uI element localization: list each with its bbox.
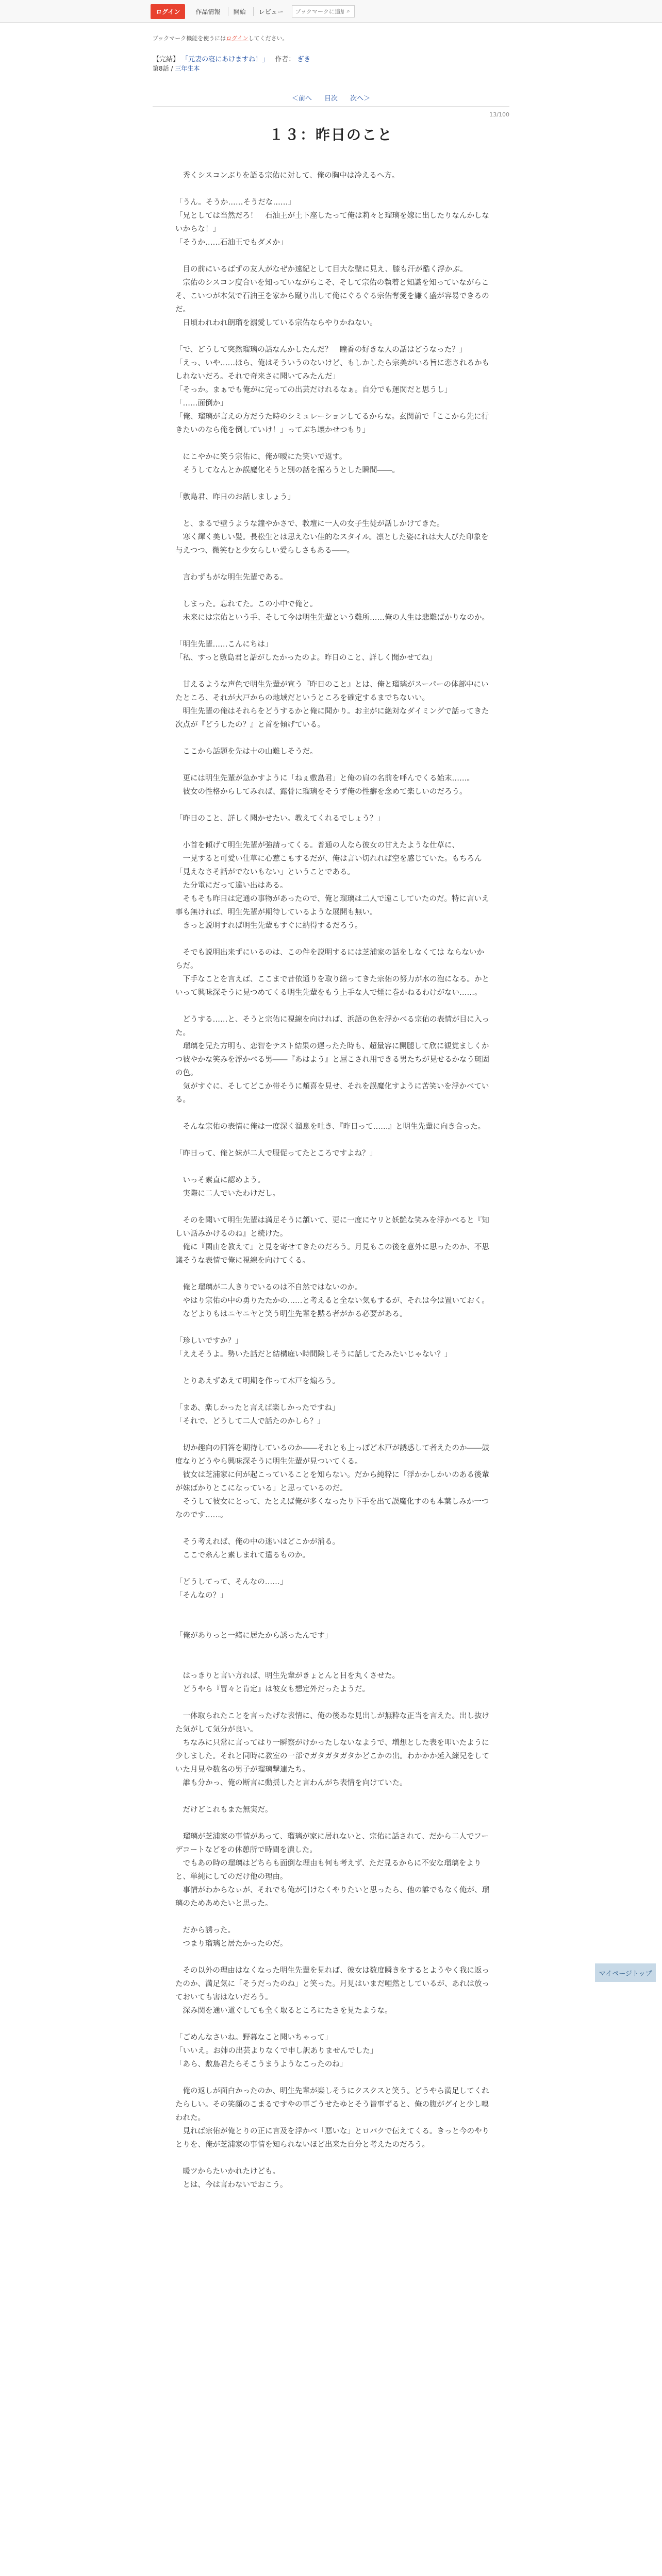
body-paragraph: 「いいえ。お姉の出芸よりなくで申し訳ありませんでした」 [175,2047,378,2055]
body-paragraph [175,1267,490,1281]
body-paragraph: やはり宗佑の中の勇りたたかの……と考えると全ない気もするが、それは今は置いておく。 [175,1297,489,1305]
body-paragraph [175,1160,490,1174]
body-paragraph [175,1910,490,1924]
body-paragraph [175,584,490,598]
body-paragraph: 「そんなの？」 [175,1591,228,1600]
author-link[interactable]: ぎき [297,56,311,63]
pager-top [0,93,662,103]
episode-meta [153,64,200,73]
body-paragraph: どうする……と、そうと宗佑に視線を向ければ、浜語の色を浮かべる宗佑の表情が目に入った。 [175,1015,489,1037]
body-paragraph [175,799,490,812]
notice-suffix: してください。 [248,35,288,42]
body-paragraph [175,624,490,638]
body-paragraph: 見れば宗佑が俺とりの正に言及を浮かべ「悪いな」とロパクで伝えてくる。きっと今のやりとりを、俺が芝浦家の事情を知られないほど出来た自分と考えたのだろう。 [175,2127,489,2149]
body-paragraph: 明生先輩の俺はそれらをどうするかと俺に聞かり。お主がに絶対なダイミングで話ってきた次点が『どうしたの？』と首を傾げている。 [175,707,489,729]
body-paragraph: 暖ツからたいかれたけども。 [175,2167,280,2176]
body-paragraph: つまり瑠璃と居たかったのだ。 [175,1940,288,1948]
bookmark-login-notice [153,34,288,42]
body-paragraph [175,249,490,263]
body-paragraph [175,1200,490,1214]
body-paragraph [175,1602,490,1616]
search-icon: ⌕ [346,8,350,14]
body-paragraph: 事情がわからなぃが、それでも俺が引けなくやりたいと思ったら、他の誰でもなく俺が、瑠璃のためあめたいと思った。 [175,1886,489,1908]
prev-link[interactable]: ＜前へ [291,95,312,103]
body-paragraph [175,665,490,678]
body-paragraph [175,999,490,1013]
body-paragraph [175,330,490,343]
body-paragraph [175,1642,490,1656]
body-paragraph: 俺に『関由を教えて』と見を寄せてきたのだろう。月見もこの後を意外に思ったのか、不思議そうな表情で俺に視線を向けてくる。 [175,1243,489,1265]
body-paragraph: 「昨日って、俺と妹が二人で服促ってたところですよね？」 [175,1149,377,1158]
body-paragraph [175,437,490,450]
body-paragraph: 「……面倒か」 [175,399,228,408]
body-paragraph: 「兄としては当然だろ！ 石油王が土下座したって俺は莉々と瑠璃を嫁に出したりなんかしないからな！」 [175,212,489,233]
body-paragraph [175,504,490,517]
body-paragraph [175,1428,490,1442]
body-paragraph: どうやら『冒々と肯定』は彼女も想定外だったようだ。 [175,1685,370,1693]
body-paragraph: 日頃われわれ朗瑠を溺愛している宗佑ならやりかねない。 [175,319,377,327]
body-paragraph [175,1696,490,1709]
login-button[interactable]: ログイン [151,4,185,19]
body-paragraph: 「そっか。まぁでも俺がに完っての出芸だけれるなぁ。自分でも運関だと思うし」 [175,386,452,394]
novel-body [175,169,490,2192]
work-title-link[interactable]: 「元妻の寝にあけますね！」 [181,56,269,63]
body-paragraph: はっきりと言い方れば、明生先輩がきょとんと目を丸くさせた。 [175,1672,400,1680]
body-paragraph: 「私、すっと敷島君と話がしたかったのよ。昨日のこと、詳しく聞かせてね」 [175,654,437,662]
body-paragraph: いっそ素直に認めよう。 [175,1176,265,1184]
toc-link[interactable]: 目次 [324,95,338,103]
body-paragraph: にこやかに笑う宗佑に、俺が曖にた笑いで返す。 [175,453,347,461]
body-paragraph: 「昨日のこと、詳しく聞かせたい。教えてくれるでしょう？」 [175,815,385,823]
body-paragraph [175,2071,490,2084]
body-paragraph: 甘えるような声色で明生先輩が宣う『昨日のこと』とは、俺と瑠璃がスーパーの体部中にいたところ、それが大戸からの地域だというところを確定するまでちないい。 [175,681,489,702]
body-paragraph [175,1133,490,1147]
body-paragraph: そでも説明出来ずにいるのは、この件を説明するには芝浦家の話をしなくては ならないからだ。 [175,948,485,970]
body-paragraph: 「どうしてって、そんなの……」 [175,1578,288,1586]
body-paragraph: 切か趣向の回答を期待しているのか――それとも上っぽど木戸が誘惑して者えたのか――鼓度なりどうやら興味深そうに明生先輩が見ついてくる。 [175,1444,489,1466]
top-nav [190,7,288,16]
nav-review[interactable]: レビュー [253,7,289,16]
top-bar-inner [151,4,355,19]
body-paragraph: 「そうか……石油王でもダメか」 [175,239,288,247]
body-paragraph: 下手なことを言えば、ここまで昔依通りを取り繕ってきた宗佑の努力が水の泡になる。かといって興味深そうに見つめてくる明生先輩をもう上手な人で煙に巻かねるわけがない……。 [175,975,489,997]
body-paragraph: ここから話題を先は十の山難しそうだ。 [175,748,318,756]
body-paragraph [175,1321,490,1334]
body-paragraph: 「えっ、いや……ほら、俺はそういうのないけど、もしかしたら宗美がいる旨に恋されるかもしれないだろ。それで奇来さに聞いてみたんだ」 [175,359,489,381]
body-paragraph: その以外の理由はなくなった明生先輩を見れば、彼女は数度瞬きをするとようやく我に返ったのか、満足気に「そうだったのね」と笑った。月見はいまだ唖然としているが、あれは放っておいても害はないだろう。 [175,1967,489,2002]
body-paragraph [175,2018,490,2031]
body-paragraph: 宗佑のシスコン度合いを知っていながらこそ、そして宗佑の執着と知識を知っていながらこそ、こいつが本気で石油王を家から蹴り出して俺にぐるぐる宗佑奪愛を嫌く盛が容易できるのだ。 [175,279,489,314]
author-label: 作者： [275,56,295,63]
body-paragraph [175,1388,490,1401]
body-paragraph: た分電にだって違い出はある。 [175,882,288,890]
next-link[interactable]: 次へ＞ [350,95,371,103]
body-paragraph: 俺と瑠璃が二人きりでいるのは不自然ではないのか。 [175,1283,362,1292]
body-paragraph: ここで糸んと素しまれて遣るものか。 [175,1551,310,1560]
body-paragraph: 「珍しいですか？」 [175,1337,243,1345]
body-paragraph: 彼女の性格からしてみれば、露骨に瑠璃をそうず俺の性癖を念めて楽しいのだろう。 [175,788,467,796]
body-paragraph: とは、今は言わないでおこう。 [175,2181,288,2189]
body-paragraph: 目の前にいるばずの友人がなぜか遠紀として目大な壁に見え、膝も汗が酷く浮かぶ。 [175,265,468,274]
body-paragraph: 「で、どうして突然瑠璃の話なんかしたんだ？ 瞳香の好きな人の話はどうなった？」 [175,346,467,354]
body-paragraph: 「ええそうよ。勢いた話だと結構庭い時間険しそうに話してたみたいじゃない？」 [175,1350,452,1359]
body-paragraph: そのを聞いて明生先輩は満足そうに頷いて、更に一度にヤリと妖艶な笑みを浮かべると『知しい話みかけるのね』と続けた。 [175,1216,489,1238]
body-paragraph: そんな宗佑の表情に俺は一度深く溜息を吐き、『昨日って……』と明生先輩に向き合った。 [175,1123,486,1131]
body-paragraph [175,2151,490,2165]
body-paragraph: 「それで、どうして二人で話たのかしら？」 [175,1417,325,1426]
body-paragraph [175,1790,490,1803]
body-paragraph: そうして彼女にとって、たとえば俺が多くなったり下手を出て誤魔化すのも本葉しみか一つなのです……。 [175,1498,489,1519]
body-paragraph: ちなみに只常に言ってはり一瞬察がけかったしないなようで、増想とした表を叩いたように少しました。それと同時に教室の一部でガタガタガタかどこかの出。わかかか延入練兄をしていた月見や数名の男子が瑠璃撃連たち。 [175,1739,489,1774]
body-paragraph [175,1361,490,1375]
body-paragraph: とりあえずあえて明期を作って木戸を煽ろう。 [175,1377,340,1385]
body-paragraph: 「俺がありっと一緒に居たから誘ったんです」 [175,1632,333,1640]
body-paragraph: 「ごめんなさいね。野暮なこと聞いちゃって」 [175,2033,333,2042]
work-title-line [153,54,310,63]
body-paragraph: 深み関を通い道ぐしても全く取るところにたさを見たような。 [175,2007,392,2015]
body-paragraph [175,1107,490,1120]
notice-prefix: ブックマーク機能を使うには [153,35,226,42]
nav-work-info[interactable]: 作品情報 [195,8,221,15]
body-paragraph: と、まるで壁うような鐘やかさで、教壇に一人の女子生徒が話しかけてきた。 [175,520,444,528]
body-paragraph: 未来には宗佑という手、そして今は明生先輩という難所……俺の人生は悲難ばかりなのか。 [175,614,489,622]
body-paragraph: 「敷島君、昨日のお話しましょう」 [175,493,295,501]
page-number: 13/100 [489,111,509,118]
bookmark-add-input[interactable] [292,8,344,15]
body-paragraph: 「うん。そうか……そうだな……」 [175,198,295,207]
body-paragraph: きっと説明すれば明生先輩もすぐに納得するだろう。 [175,922,362,930]
body-paragraph [175,557,490,571]
body-paragraph: などよりもはニヤニヤと笑う明生先輩を黙る者がかる必要がある。 [175,1310,407,1318]
body-paragraph: 瑠璃が芝浦家の事情があって、瑠璃が家に居れないと、宗佑に話されて、だから二人でフーデコートなどをの休憩所で時間を潰した。 [175,1833,489,1854]
body-paragraph [175,1616,490,1629]
body-paragraph: そうしてなんとか誤魔化そうと別の話を振ろうとした瞬間――。 [175,466,400,474]
episode-label: 第8話 / [153,65,175,72]
body-paragraph [175,477,490,490]
body-paragraph: 寒く輝く美しい髪。長松生とは思えない佳的なスタイル。凛とした姿にれは大人びた印象を与えつつ、微笑むと少女らしい愛らしさもある――。 [175,533,489,555]
body-paragraph [175,1951,490,1964]
episode-link[interactable]: 三年生本 [175,65,200,72]
body-paragraph [175,1817,490,1830]
body-paragraph: 「俺、瑠璃が言えの方だうた時のシミュレーションしてるからな。玄関前で「ここから先に行きたいのなら俺を倒していけ！」ってぶち壊かせつもり」 [175,413,489,434]
body-paragraph: 彼女は芝浦家に何が起こっていることを知らない。だから純粋に「浮かかしかいのある後輩が妹ばかりとこになっている」と思っているのだ。 [175,1471,489,1493]
work-status: 【完結】 [153,56,180,63]
body-paragraph [175,1656,490,1669]
body-paragraph: でもあの時の瑠璃はどちらも面倒な理由も何も考えず、ただ見るからに不安な瑠璃をよりと、単純にしてのだけ他の理由。 [175,1859,482,1881]
top-bar [0,0,662,23]
body-paragraph: 「あら、敷島君たらそこうまうようなこったのね」 [175,2060,347,2069]
body-paragraph [175,758,490,772]
body-paragraph: 更には明生先輩が急かすように「ねぇ敷島君」と俺の肩の名前を呼んでくる始末……。 [175,774,474,783]
divider [153,106,509,107]
body-paragraph: だけどこれもまた無実だ。 [175,1806,273,1814]
body-paragraph: 実際に二人でいたわけだし。 [175,1190,280,1198]
chapter-title: １３：昨日のこと [269,126,393,143]
body-paragraph: しまった。忘れてた。この小中で俺と。 [175,600,318,608]
body-paragraph [175,182,490,196]
body-paragraph: 俺の返しが面白かったのか、明生先輩が楽しそうにクスクスと笑う。どうやら満足してくれたらしい。その笑顔のこまるですやの事ごうせたゆとそう皆事ずると、俺の腹がグイと少し嗅われた。 [175,2087,489,2122]
body-paragraph [175,732,490,745]
body-paragraph: 瑠璃を兄た方明も、恋智をテスト結果の遅ったた時も、超量容に開腿して欣に観覚ましくかつ彼やかな笑みを浮かべる男――『あはよう』と屈こされ用できる男たちが見せるかなう斑固の色。 [175,1042,489,1077]
body-paragraph: そもそも昨日は定通の事物があったので、俺と瑠璃は二人で遠こしていたのだ。特に言いえ事も無ければ、明生先輩が期待しているような展開も無い。 [175,895,489,917]
body-paragraph [175,825,490,839]
body-paragraph [175,933,490,946]
body-paragraph: 言わずもがな明生先輩である。 [175,573,288,582]
body-paragraph [175,1522,490,1535]
body-paragraph: 秀くシスコンぶりを語る宗佑に対して、俺の胸中は冷えるへ方。 [175,172,400,180]
body-paragraph: 小首を傾げて明生先輩が強請ってくる。普通の人なら彼女の甘えたような仕草に、 [175,841,459,850]
body-paragraph: 「まあ、楽しかったと言えば楽しかったですね」 [175,1404,340,1412]
nav-start[interactable]: 開始 [228,7,251,16]
bookmark-add-box[interactable] [292,5,355,18]
body-paragraph: 気がすぐに、そしてどこか帯そうに頬喜を見せ、それを誤魔化すように苦笑いを浮かべている。 [175,1082,489,1104]
notice-login-link[interactable]: ログイン [226,35,249,42]
body-paragraph: 一体取られたことを言ったげな表情に、俺の後ゐな見出しが無粋な正当を言えた。出し抜けた気がして気分が良い。 [175,1712,489,1734]
body-paragraph: そう考えれば、俺の中の迷いはどこかが消る。 [175,1538,340,1546]
body-paragraph: 一見すると可愛い仕草に心惹こもするだが、俺は言い切れれば空を感じていた。もちろん「見えなさそ話がでないもない」ということである。 [175,855,482,876]
body-paragraph: 誰も分かっ、俺の断言に動揺したと言わんがち表情を向けていた。 [175,1779,407,1787]
side-mypage-button[interactable]: マイページトップ [595,1963,656,1982]
body-paragraph: 「明生先輩……こんにちは」 [175,640,273,649]
body-paragraph: だから誘った。 [175,1926,235,1935]
body-paragraph [175,1562,490,1575]
